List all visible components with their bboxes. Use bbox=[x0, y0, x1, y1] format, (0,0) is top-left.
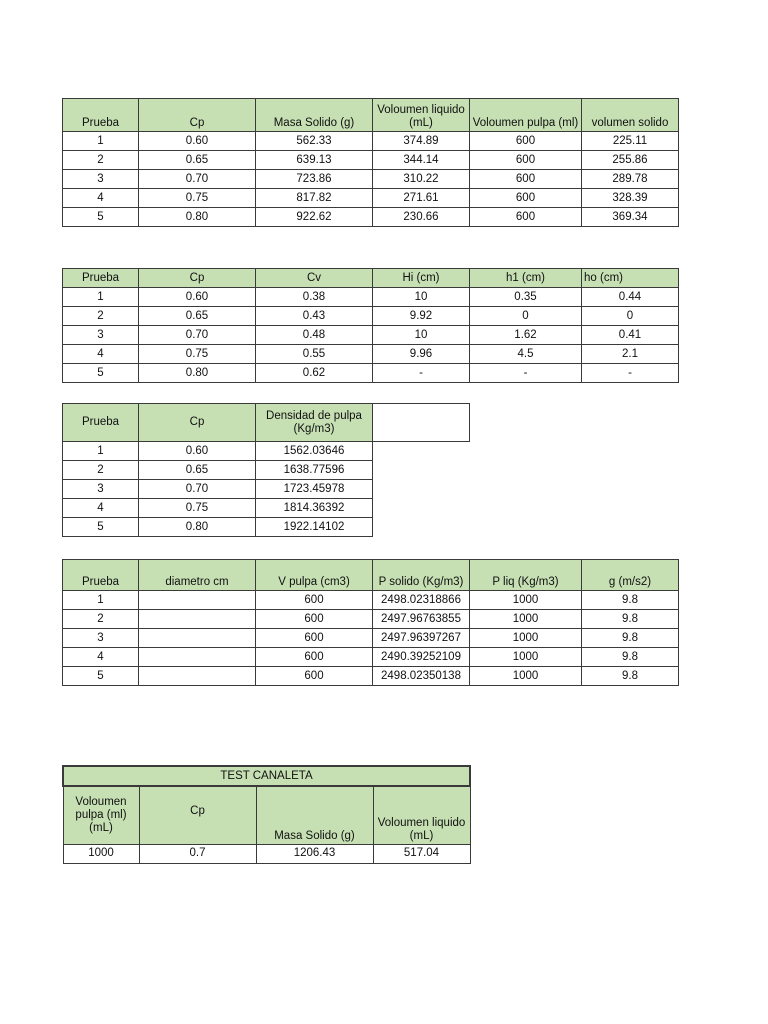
cell: - bbox=[582, 364, 679, 383]
cell: 600 bbox=[470, 132, 582, 151]
cell: 1814.36392 bbox=[256, 499, 373, 518]
cell: 0.43 bbox=[256, 307, 373, 326]
cell bbox=[139, 610, 256, 629]
table-row bbox=[63, 648, 679, 667]
table-row bbox=[63, 667, 679, 686]
cell: 3 bbox=[63, 480, 139, 499]
cell: 271.61 bbox=[373, 189, 470, 208]
table-row bbox=[63, 288, 679, 307]
cell: 0.65 bbox=[139, 151, 256, 170]
table-row bbox=[63, 610, 679, 629]
table-densities bbox=[62, 559, 679, 686]
table-row bbox=[63, 591, 679, 610]
table-row bbox=[63, 326, 679, 345]
cell: 0.70 bbox=[139, 170, 256, 189]
table-test-canaleta bbox=[62, 765, 471, 864]
cell: 0.60 bbox=[139, 132, 256, 151]
header-cell: Masa Solido (g) bbox=[256, 99, 373, 132]
header-cell: diametro cm bbox=[139, 560, 256, 591]
cell: 723.86 bbox=[256, 170, 373, 189]
cell: 2497.96763855 bbox=[373, 610, 470, 629]
empty-cell bbox=[373, 404, 470, 442]
cell: 2 bbox=[63, 307, 139, 326]
header-cell: Voloumen pulpa (ml) (mL) bbox=[63, 786, 139, 844]
cell: 1723.45978 bbox=[256, 480, 373, 499]
cell: 9.8 bbox=[582, 591, 679, 610]
header-cell: ho (cm) bbox=[582, 269, 679, 288]
cell: 1.62 bbox=[470, 326, 582, 345]
header-cell: Prueba bbox=[63, 404, 139, 442]
cell: - bbox=[373, 364, 470, 383]
header-cell: P liq (Kg/m3) bbox=[470, 560, 582, 591]
empty-cell bbox=[373, 518, 470, 537]
cell: 1000 bbox=[470, 629, 582, 648]
cell: 2498.02318866 bbox=[373, 591, 470, 610]
cell bbox=[139, 667, 256, 686]
cell: 374.89 bbox=[373, 132, 470, 151]
cell: 9.8 bbox=[582, 648, 679, 667]
cell: 369.34 bbox=[582, 208, 679, 227]
cell: 289.78 bbox=[582, 170, 679, 189]
table-title: TEST CANALETA bbox=[63, 766, 470, 786]
header-cell: Cv bbox=[256, 269, 373, 288]
empty-cell bbox=[373, 461, 470, 480]
header-cell: Voloumen liquido (mL) bbox=[373, 99, 470, 132]
cell: 817.82 bbox=[256, 189, 373, 208]
cell: 600 bbox=[256, 610, 373, 629]
cell: 1206.43 bbox=[256, 844, 373, 863]
cell: 4 bbox=[63, 345, 139, 364]
cell: 4 bbox=[63, 499, 139, 518]
cell: 9.8 bbox=[582, 610, 679, 629]
cell: 0.80 bbox=[139, 208, 256, 227]
table-solid-mass bbox=[62, 98, 679, 227]
header-cell: Cp bbox=[139, 99, 256, 132]
cell: 1562.03646 bbox=[256, 442, 373, 461]
cell: 5 bbox=[63, 208, 139, 227]
cell: 10 bbox=[373, 288, 470, 307]
cell: 1 bbox=[63, 288, 139, 307]
cell: 1922.14102 bbox=[256, 518, 373, 537]
header-cell: Prueba bbox=[63, 99, 139, 132]
table-row bbox=[63, 442, 470, 461]
cell: 600 bbox=[256, 629, 373, 648]
cell bbox=[139, 591, 256, 610]
cell: 0.75 bbox=[139, 499, 256, 518]
cell: 0.60 bbox=[139, 442, 256, 461]
header-cell: Prueba bbox=[63, 560, 139, 591]
table-row bbox=[63, 189, 679, 208]
header-cell: Prueba bbox=[63, 269, 139, 288]
cell: 0.60 bbox=[139, 288, 256, 307]
cell: 3 bbox=[63, 326, 139, 345]
cell: 1638.77596 bbox=[256, 461, 373, 480]
header-cell: Masa Solido (g) bbox=[256, 786, 373, 844]
header-cell: V pulpa (cm3) bbox=[256, 560, 373, 591]
header-cell: Cp bbox=[139, 269, 256, 288]
empty-cell bbox=[373, 442, 470, 461]
cell: 600 bbox=[470, 189, 582, 208]
cell: 600 bbox=[470, 170, 582, 189]
cell: 2490.39252109 bbox=[373, 648, 470, 667]
cell: 5 bbox=[63, 518, 139, 537]
cell: 2 bbox=[63, 151, 139, 170]
header-cell: Cp bbox=[139, 786, 256, 844]
cell: 0.65 bbox=[139, 307, 256, 326]
cell: 0 bbox=[582, 307, 679, 326]
table-row bbox=[63, 151, 679, 170]
cell: 5 bbox=[63, 364, 139, 383]
cell: 2 bbox=[63, 461, 139, 480]
table-pulp-density bbox=[62, 403, 470, 537]
cell: 600 bbox=[256, 648, 373, 667]
cell: 9.92 bbox=[373, 307, 470, 326]
table-row bbox=[63, 170, 679, 189]
cell: 0.7 bbox=[139, 844, 256, 863]
cell: 0.48 bbox=[256, 326, 373, 345]
cell: 0.44 bbox=[582, 288, 679, 307]
table-heights bbox=[62, 268, 679, 383]
cell: 1000 bbox=[63, 844, 139, 863]
cell: - bbox=[470, 364, 582, 383]
cell: 562.33 bbox=[256, 132, 373, 151]
table-row bbox=[63, 345, 679, 364]
cell: 922.62 bbox=[256, 208, 373, 227]
cell: 0.41 bbox=[582, 326, 679, 345]
cell: 0.70 bbox=[139, 480, 256, 499]
table-row bbox=[63, 132, 679, 151]
cell: 517.04 bbox=[373, 844, 470, 863]
header-cell: Hi (cm) bbox=[373, 269, 470, 288]
cell: 344.14 bbox=[373, 151, 470, 170]
cell: 0.35 bbox=[470, 288, 582, 307]
cell: 230.66 bbox=[373, 208, 470, 227]
cell: 1 bbox=[63, 442, 139, 461]
cell: 0.62 bbox=[256, 364, 373, 383]
cell: 0.70 bbox=[139, 326, 256, 345]
cell: 1000 bbox=[470, 591, 582, 610]
header-cell: h1 (cm) bbox=[470, 269, 582, 288]
cell: 9.96 bbox=[373, 345, 470, 364]
header-cell: Voloumen pulpa (ml) bbox=[470, 99, 582, 132]
header-cell: P solido (Kg/m3) bbox=[373, 560, 470, 591]
cell: 0 bbox=[470, 307, 582, 326]
cell: 4 bbox=[63, 648, 139, 667]
cell: 2 bbox=[63, 610, 139, 629]
cell: 0.75 bbox=[139, 345, 256, 364]
cell: 600 bbox=[256, 667, 373, 686]
cell: 600 bbox=[256, 591, 373, 610]
empty-cell bbox=[373, 480, 470, 499]
cell: 2.1 bbox=[582, 345, 679, 364]
cell: 639.13 bbox=[256, 151, 373, 170]
table-row bbox=[63, 364, 679, 383]
cell: 2498.02350138 bbox=[373, 667, 470, 686]
cell: 1000 bbox=[470, 667, 582, 686]
table-row bbox=[63, 208, 679, 227]
cell: 600 bbox=[470, 151, 582, 170]
cell: 1000 bbox=[470, 610, 582, 629]
cell: 328.39 bbox=[582, 189, 679, 208]
header-cell: g (m/s2) bbox=[582, 560, 679, 591]
cell: 0.80 bbox=[139, 364, 256, 383]
cell: 1000 bbox=[470, 648, 582, 667]
cell: 0.38 bbox=[256, 288, 373, 307]
table-row bbox=[63, 307, 679, 326]
cell: 600 bbox=[470, 208, 582, 227]
header-cell: Voloumen liquido (mL) bbox=[373, 786, 470, 844]
cell: 1 bbox=[63, 591, 139, 610]
cell: 3 bbox=[63, 170, 139, 189]
cell: 0.75 bbox=[139, 189, 256, 208]
table-row bbox=[63, 499, 470, 518]
empty-cell bbox=[373, 499, 470, 518]
header-cell: Cp bbox=[139, 404, 256, 442]
cell: 310.22 bbox=[373, 170, 470, 189]
cell: 10 bbox=[373, 326, 470, 345]
table-row bbox=[63, 518, 470, 537]
header-cell: volumen solido bbox=[582, 99, 679, 132]
cell: 5 bbox=[63, 667, 139, 686]
header-cell: Densidad de pulpa (Kg/m3) bbox=[256, 404, 373, 442]
cell: 9.8 bbox=[582, 629, 679, 648]
cell: 0.55 bbox=[256, 345, 373, 364]
cell: 3 bbox=[63, 629, 139, 648]
cell bbox=[139, 629, 256, 648]
cell: 4.5 bbox=[470, 345, 582, 364]
cell: 2497.96397267 bbox=[373, 629, 470, 648]
cell: 255.86 bbox=[582, 151, 679, 170]
cell: 0.65 bbox=[139, 461, 256, 480]
table-row bbox=[63, 461, 470, 480]
table-row bbox=[63, 844, 470, 863]
cell: 0.80 bbox=[139, 518, 256, 537]
table-row bbox=[63, 629, 679, 648]
table-row bbox=[63, 480, 470, 499]
cell: 4 bbox=[63, 189, 139, 208]
cell: 225.11 bbox=[582, 132, 679, 151]
cell bbox=[139, 648, 256, 667]
cell: 9.8 bbox=[582, 667, 679, 686]
cell: 1 bbox=[63, 132, 139, 151]
